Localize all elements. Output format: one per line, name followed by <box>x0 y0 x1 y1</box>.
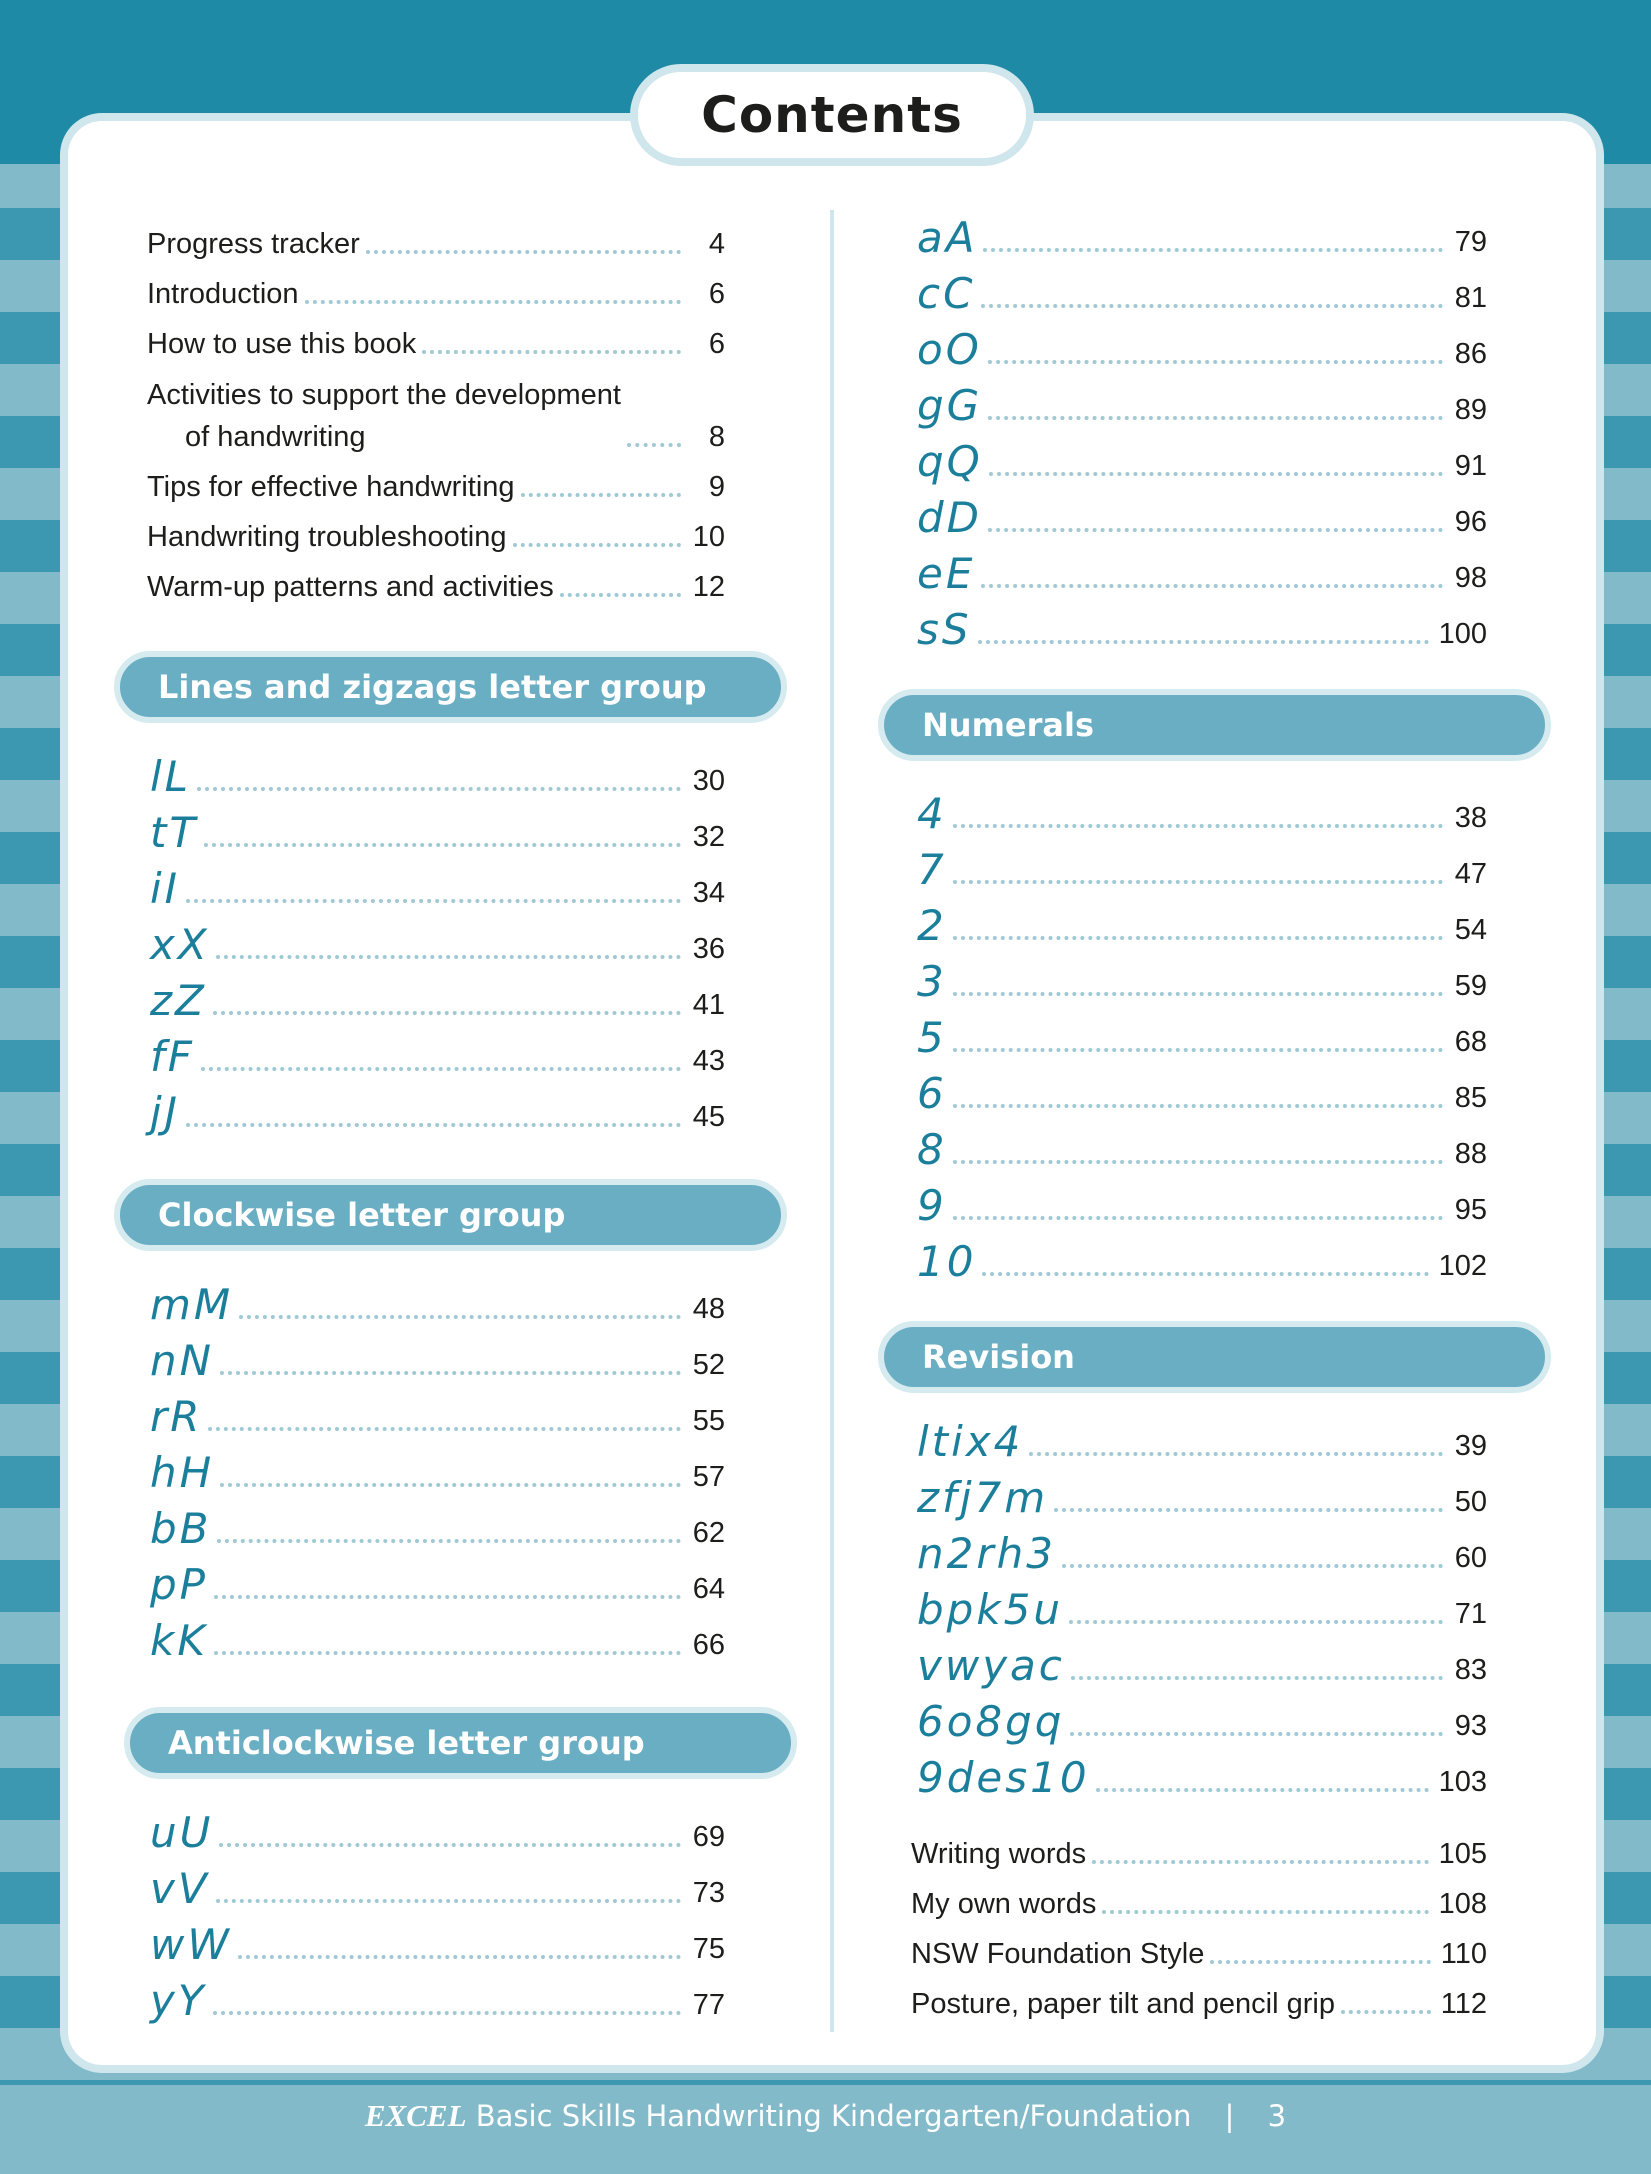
entry-page: 64 <box>692 1573 725 1605</box>
toc-entry[interactable] <box>150 1384 725 1440</box>
letter-glyph: dD <box>917 493 983 542</box>
front-matter-list <box>147 213 725 606</box>
toc-entry[interactable] <box>150 1856 725 1912</box>
dot-leader <box>204 843 681 847</box>
dot-leader <box>1070 1732 1443 1736</box>
letter-glyph: lL <box>150 752 192 801</box>
section-heading: Lines and zigzags letter group <box>158 668 707 706</box>
toc-entry[interactable] <box>917 949 1487 1005</box>
dot-leader <box>953 992 1443 996</box>
entry-page: 54 <box>1454 914 1487 946</box>
page-footer <box>0 2098 1651 2134</box>
dot-leader <box>213 2011 681 2015</box>
dot-leader <box>983 248 1443 252</box>
toc-entry[interactable] <box>917 837 1487 893</box>
letter-glyph: mM <box>150 1280 234 1329</box>
dot-leader <box>953 1160 1443 1164</box>
revision-glyphs: zfj7m <box>917 1473 1049 1522</box>
dot-leader <box>1069 1620 1443 1624</box>
entry-page: 98 <box>1454 562 1487 594</box>
dot-leader <box>238 1955 681 1959</box>
page-title: Contents <box>701 86 963 144</box>
entry-page: 59 <box>1454 970 1487 1002</box>
column-divider <box>830 210 834 2032</box>
dot-leader <box>217 1539 681 1543</box>
entry-page: 47 <box>1454 858 1487 890</box>
dot-leader <box>982 1272 1428 1276</box>
toc-entry[interactable] <box>150 1328 725 1384</box>
back-matter-list <box>911 1823 1487 2023</box>
toc-entry[interactable] <box>147 506 725 556</box>
letter-glyph: sS <box>917 605 972 654</box>
entry-page: 100 <box>1438 618 1487 650</box>
entry-page: 95 <box>1454 1194 1487 1226</box>
toc-entry[interactable] <box>917 1005 1487 1061</box>
entry-label: Writing words <box>911 1838 1087 1870</box>
dot-leader <box>627 443 681 447</box>
dot-leader <box>1071 1676 1443 1680</box>
letter-glyph: eE <box>917 549 976 598</box>
entry-page: 86 <box>1454 338 1487 370</box>
entry-page: 110 <box>1440 1938 1487 1970</box>
entry-label: Tips for effective handwriting <box>147 471 515 503</box>
numeral-glyph: 8 <box>917 1125 947 1174</box>
entry-label: Progress tracker <box>147 228 360 260</box>
numerals-list <box>917 781 1487 1285</box>
letter-glyph: xX <box>150 920 210 969</box>
entry-page: 102 <box>1438 1250 1487 1282</box>
section-heading: Anticlockwise letter group <box>168 1724 645 1762</box>
dot-leader <box>220 1371 681 1375</box>
toc-entry[interactable] <box>150 1496 725 1552</box>
dot-leader <box>201 1067 681 1071</box>
toc-entry[interactable] <box>150 1608 725 1664</box>
letter-glyph: bB <box>150 1504 212 1553</box>
entry-page: 32 <box>692 821 725 853</box>
entry-page: 48 <box>692 1293 725 1325</box>
letter-glyph: yY <box>150 1976 207 2025</box>
section-pill-clockwise <box>114 1179 787 1251</box>
letter-glyph: rR <box>150 1392 203 1441</box>
anticlockwise-list-left <box>150 1800 725 2024</box>
footer-separator: | <box>1224 2099 1235 2133</box>
entry-page: 10 <box>692 521 725 553</box>
revision-glyphs: n2rh3 <box>917 1529 1056 1578</box>
dot-leader <box>953 1104 1443 1108</box>
letter-glyph: uU <box>150 1808 214 1857</box>
page-number: 3 <box>1267 2099 1287 2133</box>
title-pill <box>630 64 1034 166</box>
entry-page: 45 <box>692 1101 725 1133</box>
numeral-glyph: 3 <box>917 957 947 1006</box>
toc-entry[interactable] <box>911 1873 1487 1923</box>
revision-glyphs: 9des10 <box>917 1753 1090 1802</box>
toc-entry[interactable] <box>911 1973 1487 2023</box>
numeral-glyph: 5 <box>917 1013 947 1062</box>
dot-leader <box>219 1843 681 1847</box>
toc-entry[interactable] <box>150 1024 725 1080</box>
toc-entry[interactable] <box>917 1229 1487 1285</box>
letter-glyph: kK <box>150 1616 208 1665</box>
lines-zigzags-list <box>150 744 725 1136</box>
entry-label: NSW Foundation Style <box>911 1938 1205 1970</box>
dot-leader <box>981 584 1443 588</box>
entry-page: 93 <box>1454 1710 1487 1742</box>
toc-entry[interactable] <box>917 261 1487 317</box>
dot-leader <box>213 1011 681 1015</box>
entry-page: 89 <box>1454 394 1487 426</box>
dot-leader <box>978 640 1429 644</box>
dot-leader <box>197 787 681 791</box>
toc-entry[interactable] <box>147 213 725 263</box>
letter-glyph: cC <box>917 269 976 318</box>
letter-glyph: pP <box>150 1560 208 1609</box>
entry-page: 69 <box>692 1821 725 1853</box>
entry-page: 103 <box>1438 1766 1487 1798</box>
numeral-glyph: 9 <box>917 1181 947 1230</box>
entry-page: 6 <box>708 328 725 360</box>
dot-leader <box>366 250 681 254</box>
entry-page: 50 <box>1454 1486 1487 1518</box>
entry-label-line2: of handwriting <box>185 421 366 453</box>
entry-page: 79 <box>1454 226 1487 258</box>
entry-page: 66 <box>692 1629 725 1661</box>
entry-page: 30 <box>692 765 725 797</box>
entry-page: 52 <box>692 1349 725 1381</box>
dot-leader <box>1062 1564 1443 1568</box>
toc-entry[interactable] <box>917 1745 1487 1801</box>
dot-leader <box>1029 1452 1443 1456</box>
letter-glyph: qQ <box>917 437 983 486</box>
entry-page: 88 <box>1454 1138 1487 1170</box>
toc-entry[interactable] <box>911 1823 1487 1873</box>
toc-entry[interactable] <box>917 781 1487 837</box>
entry-label: Introduction <box>147 278 299 310</box>
toc-entry[interactable] <box>917 893 1487 949</box>
entry-page: 6 <box>708 278 725 310</box>
toc-entry[interactable] <box>917 205 1487 261</box>
toc-entry[interactable] <box>917 1117 1487 1173</box>
toc-entry[interactable] <box>917 429 1487 485</box>
clockwise-list <box>150 1272 725 1664</box>
entry-page: 39 <box>1454 1430 1487 1462</box>
dot-leader <box>981 304 1443 308</box>
section-pill-anticlockwise <box>124 1707 797 1779</box>
dot-leader <box>953 880 1443 884</box>
entry-page: 34 <box>692 877 725 909</box>
entry-page: 55 <box>692 1405 725 1437</box>
toc-entry[interactable] <box>150 1552 725 1608</box>
entry-page: 12 <box>692 571 725 603</box>
toc-entry[interactable] <box>150 1968 725 2024</box>
revision-glyphs: ltix4 <box>917 1417 1024 1466</box>
entry-page: 91 <box>1454 450 1487 482</box>
book-title: Basic Skills Handwriting Kindergarten/Foundation <box>475 2099 1192 2133</box>
dot-leader <box>513 543 682 547</box>
revision-glyphs: bpk5u <box>917 1585 1063 1634</box>
dot-leader <box>988 360 1443 364</box>
toc-entry[interactable] <box>150 1272 725 1328</box>
toc-entry[interactable] <box>917 485 1487 541</box>
entry-page: 68 <box>1454 1026 1487 1058</box>
toc-entry[interactable] <box>917 1061 1487 1117</box>
toc-entry[interactable] <box>917 1465 1487 1521</box>
toc-entry[interactable] <box>917 317 1487 373</box>
entry-page: 75 <box>692 1933 725 1965</box>
toc-entry[interactable] <box>917 597 1487 653</box>
entry-page: 41 <box>692 989 725 1021</box>
letter-glyph: zZ <box>150 976 207 1025</box>
entry-page: 36 <box>692 933 725 965</box>
entry-page: 108 <box>1438 1888 1487 1920</box>
section-pill-revision <box>878 1321 1551 1393</box>
entry-page: 9 <box>708 471 725 503</box>
toc-entry[interactable] <box>147 363 725 456</box>
letter-glyph: nN <box>150 1336 215 1385</box>
entry-page: 57 <box>692 1461 725 1493</box>
brand-name: EXCEL <box>364 2098 467 2133</box>
dot-leader <box>422 350 681 354</box>
entry-page: 96 <box>1454 506 1487 538</box>
revision-list <box>917 1409 1487 1801</box>
letter-glyph: iI <box>150 864 181 913</box>
entry-page: 77 <box>692 1989 725 2021</box>
dot-leader <box>953 824 1443 828</box>
toc-entry[interactable] <box>150 1912 725 1968</box>
letter-glyph: gG <box>917 381 983 430</box>
numeral-glyph: 6 <box>917 1069 947 1118</box>
entry-page: 43 <box>692 1045 725 1077</box>
section-pill-lines-zigzags <box>114 651 787 723</box>
dot-leader <box>989 472 1443 476</box>
numeral-glyph: 10 <box>917 1237 977 1286</box>
dot-leader <box>1054 1508 1443 1512</box>
toc-entry[interactable] <box>150 856 725 912</box>
toc-entry[interactable] <box>917 1521 1487 1577</box>
dot-leader <box>239 1315 681 1319</box>
entry-label: Handwriting troubleshooting <box>147 521 507 553</box>
toc-entry[interactable] <box>147 263 725 313</box>
entry-page: 71 <box>1454 1598 1487 1630</box>
dot-leader <box>220 1483 681 1487</box>
section-pill-numerals <box>878 689 1551 761</box>
toc-entry[interactable] <box>917 1577 1487 1633</box>
toc-entry[interactable] <box>147 313 725 363</box>
dot-leader <box>1210 1960 1430 1964</box>
toc-entry[interactable] <box>911 1923 1487 1973</box>
entry-label: My own words <box>911 1888 1097 1920</box>
toc-entry[interactable] <box>147 456 725 506</box>
toc-entry[interactable] <box>917 541 1487 597</box>
dot-leader <box>216 1899 681 1903</box>
toc-entry[interactable] <box>917 373 1487 429</box>
numeral-glyph: 7 <box>917 845 947 894</box>
dot-leader <box>1102 1910 1428 1914</box>
dot-leader <box>305 300 681 304</box>
dot-leader <box>214 1595 681 1599</box>
entry-label: Posture, paper tilt and pencil grip <box>911 1988 1335 2020</box>
entry-label: Warm-up patterns and activities <box>147 571 554 603</box>
toc-entry[interactable] <box>150 744 725 800</box>
dot-leader <box>988 416 1443 420</box>
entry-page: 8 <box>708 421 725 453</box>
toc-entry[interactable] <box>917 1633 1487 1689</box>
toc-entry[interactable] <box>150 800 725 856</box>
toc-entry[interactable] <box>150 1440 725 1496</box>
toc-entry[interactable] <box>150 1080 725 1136</box>
entry-label: How to use this book <box>147 328 417 360</box>
dot-leader <box>953 1216 1443 1220</box>
letter-glyph: wW <box>150 1920 232 1969</box>
letter-glyph: jJ <box>150 1088 181 1137</box>
toc-entry[interactable] <box>917 1689 1487 1745</box>
numeral-glyph: 4 <box>917 789 947 838</box>
letter-glyph: vV <box>150 1864 210 1913</box>
dot-leader <box>1341 2010 1431 2014</box>
entry-label-wrapped <box>147 378 621 456</box>
section-heading: Clockwise letter group <box>158 1196 566 1234</box>
toc-entry[interactable] <box>147 556 725 606</box>
entry-page: 81 <box>1454 282 1487 314</box>
dot-leader <box>1096 1788 1429 1792</box>
anticlockwise-list-right <box>917 205 1487 653</box>
toc-entry[interactable] <box>917 1173 1487 1229</box>
dot-leader <box>560 593 681 597</box>
entry-label-line1: Activities to support the development <box>147 379 621 411</box>
toc-entry[interactable] <box>150 1800 725 1856</box>
toc-entry[interactable] <box>917 1409 1487 1465</box>
section-heading: Revision <box>922 1338 1075 1376</box>
revision-glyphs: vwyac <box>917 1641 1065 1690</box>
dot-leader <box>1092 1860 1428 1864</box>
entry-page: 60 <box>1454 1542 1487 1574</box>
entry-page: 62 <box>692 1517 725 1549</box>
dot-leader <box>186 899 681 903</box>
numeral-glyph: 2 <box>917 901 947 950</box>
dot-leader <box>214 1651 681 1655</box>
dot-leader <box>216 955 681 959</box>
dot-leader <box>953 936 1443 940</box>
entry-page: 38 <box>1454 802 1487 834</box>
letter-glyph: aA <box>917 213 978 262</box>
entry-page: 85 <box>1454 1082 1487 1114</box>
dot-leader <box>988 528 1443 532</box>
toc-entry[interactable] <box>150 968 725 1024</box>
dot-leader <box>208 1427 681 1431</box>
section-heading: Numerals <box>922 706 1094 744</box>
entry-page: 83 <box>1454 1654 1487 1686</box>
entry-page: 112 <box>1440 1988 1487 2020</box>
revision-glyphs: 6o8gq <box>917 1697 1065 1746</box>
letter-glyph: tT <box>150 808 199 857</box>
entry-page: 105 <box>1438 1838 1487 1870</box>
dot-leader <box>186 1123 681 1127</box>
letter-glyph: fF <box>150 1032 195 1081</box>
letter-glyph: oO <box>917 325 982 374</box>
dot-leader <box>953 1048 1443 1052</box>
letter-glyph: hH <box>150 1448 215 1497</box>
toc-entry[interactable] <box>150 912 725 968</box>
entry-page: 4 <box>708 228 725 260</box>
dot-leader <box>521 493 681 497</box>
entry-page: 73 <box>692 1877 725 1909</box>
